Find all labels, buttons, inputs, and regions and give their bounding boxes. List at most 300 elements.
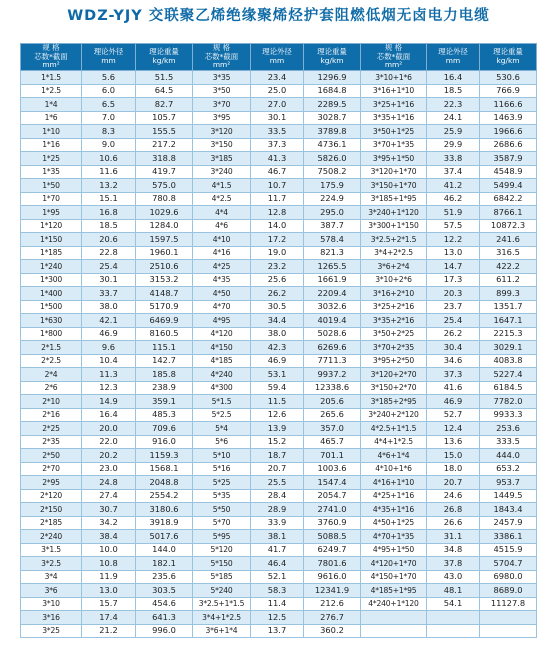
outer-diameter-cell: 20.0 <box>82 422 136 436</box>
outer-diameter-cell: 37.4 <box>427 165 480 179</box>
spec-cell: 2*10 <box>21 395 82 409</box>
table-row <box>21 273 537 287</box>
weight-cell: 64.5 <box>136 84 193 98</box>
weight-cell: 6269.6 <box>304 341 361 355</box>
outer-diameter-cell: 28.9 <box>251 503 304 517</box>
spec-cell: 4*120+1*70 <box>361 557 427 571</box>
table-row <box>21 489 537 503</box>
spec-cell: 3*6+1*4 <box>193 624 251 638</box>
table-row <box>21 111 537 125</box>
table-row <box>21 71 537 85</box>
outer-diameter-cell: 16.4 <box>82 408 136 422</box>
spec-cell: 3*35+2*16 <box>361 314 427 328</box>
weight-cell: 105.7 <box>136 111 193 125</box>
weight-cell: 205.6 <box>304 395 361 409</box>
weight-cell: 82.7 <box>136 98 193 112</box>
outer-diameter-cell: 14.7 <box>427 260 480 274</box>
table-row <box>21 597 537 611</box>
spec-cell: 3*150+2*70 <box>361 381 427 395</box>
weight-cell: 1960.1 <box>136 246 193 260</box>
weight-cell: 224.9 <box>304 192 361 206</box>
spec-cell: 3*95 <box>193 111 251 125</box>
weight-cell: 359.1 <box>136 395 193 409</box>
weight-cell: 1463.9 <box>480 111 537 125</box>
spec-cell: 3*70 <box>193 98 251 112</box>
weight-cell: 1029.6 <box>136 206 193 220</box>
table-row <box>21 543 537 557</box>
weight-cell: 1966.6 <box>480 125 537 139</box>
weight-cell: 2215.3 <box>480 327 537 341</box>
weight-cell: 5088.5 <box>304 530 361 544</box>
table-row <box>21 179 537 193</box>
spec-cell: 3*10 <box>21 597 82 611</box>
weight-cell: 11127.8 <box>480 597 537 611</box>
spec-cell: 5*4 <box>193 422 251 436</box>
spec-cell: 2*6 <box>21 381 82 395</box>
outer-diameter-cell: 13.7 <box>251 624 304 638</box>
table-row <box>21 233 537 247</box>
weight-cell: 1449.5 <box>480 489 537 503</box>
outer-diameter-cell: 46.9 <box>427 395 480 409</box>
spec-cell: 1*1.5 <box>21 71 82 85</box>
weight-cell: 6842.2 <box>480 192 537 206</box>
outer-diameter-cell: 5.6 <box>82 71 136 85</box>
spec-cell: 3*120+1*70 <box>361 165 427 179</box>
weight-cell: 51.5 <box>136 71 193 85</box>
outer-diameter-cell: 24.1 <box>427 111 480 125</box>
weight-cell: 155.5 <box>136 125 193 139</box>
outer-diameter-cell: 30.1 <box>251 111 304 125</box>
spec-cell: 1*240 <box>21 260 82 274</box>
outer-diameter-cell: 38.4 <box>82 530 136 544</box>
table-row <box>21 584 537 598</box>
outer-diameter-cell: 17.2 <box>251 233 304 247</box>
spec-cell: 4*150+1*70 <box>361 570 427 584</box>
spec-cell: 3*2.5+1*1.5 <box>193 597 251 611</box>
weight-cell: 9616.0 <box>304 570 361 584</box>
table-row <box>21 516 537 530</box>
weight-cell: 1351.7 <box>480 300 537 314</box>
column-header <box>427 44 480 71</box>
spec-cell: 4*95+1*50 <box>361 543 427 557</box>
outer-diameter-cell: 25.6 <box>251 273 304 287</box>
weight-cell: 5826.0 <box>304 152 361 166</box>
outer-diameter-cell: 16.4 <box>427 71 480 85</box>
spec-cell: 3*16+1*10 <box>361 84 427 98</box>
outer-diameter-cell: 54.1 <box>427 597 480 611</box>
column-header <box>480 44 537 71</box>
outer-diameter-cell: 34.8 <box>427 543 480 557</box>
outer-diameter-cell: 34.6 <box>427 354 480 368</box>
column-header-text: 规 格 <box>212 43 231 53</box>
outer-diameter-cell: 46.4 <box>251 557 304 571</box>
outer-diameter-cell: 38.0 <box>82 300 136 314</box>
outer-diameter-cell: 15.2 <box>251 435 304 449</box>
outer-diameter-cell: 41.2 <box>427 179 480 193</box>
outer-diameter-cell: 11.6 <box>82 165 136 179</box>
outer-diameter-cell: 6.5 <box>82 98 136 112</box>
weight-cell: 821.3 <box>304 246 361 260</box>
weight-cell: 578.4 <box>304 233 361 247</box>
weight-cell: 653.2 <box>480 462 537 476</box>
outer-diameter-cell: 22.3 <box>427 98 480 112</box>
outer-diameter-cell: 57.5 <box>427 219 480 233</box>
spec-cell: 4*1.5 <box>193 179 251 193</box>
outer-diameter-cell: 13.6 <box>427 435 480 449</box>
column-header-text: 理论重量 <box>149 47 179 57</box>
outer-diameter-cell: 26.2 <box>427 327 480 341</box>
outer-diameter-cell: 18.5 <box>82 219 136 233</box>
weight-cell: 641.3 <box>136 611 193 625</box>
weight-cell: 3918.9 <box>136 516 193 530</box>
column-header <box>21 44 82 71</box>
column-header-text: 理论外径 <box>93 47 124 57</box>
column-header-text: 理论重量 <box>493 47 523 57</box>
spec-cell: 2*150 <box>21 503 82 517</box>
weight-cell: 1166.6 <box>480 98 537 112</box>
spec-cell: 4*4 <box>193 206 251 220</box>
table-row <box>21 300 537 314</box>
spec-cell: 5*185 <box>193 570 251 584</box>
outer-diameter-cell: 41.6 <box>427 381 480 395</box>
spec-cell: 4*25+1*16 <box>361 489 427 503</box>
spec-cell: 1*400 <box>21 287 82 301</box>
weight-cell: 303.5 <box>136 584 193 598</box>
spec-cell <box>361 624 427 638</box>
spec-cell: 3*25+2*16 <box>361 300 427 314</box>
weight-cell: 1284.0 <box>136 219 193 233</box>
outer-diameter-cell: 12.3 <box>82 381 136 395</box>
weight-cell: 295.0 <box>304 206 361 220</box>
spec-cell: 2*120 <box>21 489 82 503</box>
outer-diameter-cell: 14.9 <box>82 395 136 409</box>
table-row <box>21 570 537 584</box>
outer-diameter-cell: 11.3 <box>82 368 136 382</box>
outer-diameter-cell: 11.5 <box>251 395 304 409</box>
weight-cell: 2209.4 <box>304 287 361 301</box>
outer-diameter-cell: 53.1 <box>251 368 304 382</box>
column-header <box>82 44 136 71</box>
outer-diameter-cell: 30.7 <box>82 503 136 517</box>
weight-cell: 12338.6 <box>304 381 361 395</box>
spec-cell: 4*35 <box>193 273 251 287</box>
spec-cell: 3*95+2*50 <box>361 354 427 368</box>
outer-diameter-cell: 25.5 <box>251 476 304 490</box>
outer-diameter-cell: 10.4 <box>82 354 136 368</box>
weight-cell: 182.1 <box>136 557 193 571</box>
weight-cell: 3789.8 <box>304 125 361 139</box>
outer-diameter-cell: 23.2 <box>251 260 304 274</box>
outer-diameter-cell: 52.7 <box>427 408 480 422</box>
weight-cell: 1003.6 <box>304 462 361 476</box>
table-row <box>21 530 537 544</box>
outer-diameter-cell: 12.2 <box>427 233 480 247</box>
spec-cell: 3*2.5 <box>21 557 82 571</box>
weight-cell: 2686.6 <box>480 138 537 152</box>
spec-cell: 1*6 <box>21 111 82 125</box>
weight-cell: 709.6 <box>136 422 193 436</box>
column-header-text: mm² <box>212 60 231 70</box>
weight-cell: 1661.9 <box>304 273 361 287</box>
outer-diameter-cell: 12.4 <box>427 422 480 436</box>
outer-diameter-cell: 30.1 <box>82 273 136 287</box>
table-body <box>21 71 537 638</box>
spec-cell <box>361 611 427 625</box>
spec-cell: 1*800 <box>21 327 82 341</box>
column-header <box>361 44 427 71</box>
weight-cell: 115.1 <box>136 341 193 355</box>
table-header-row <box>21 44 537 71</box>
spec-cell: 3*120 <box>193 125 251 139</box>
outer-diameter-cell: 22.0 <box>82 435 136 449</box>
weight-cell: 1684.8 <box>304 84 361 98</box>
spec-cell: 3*4+2*2.5 <box>361 246 427 260</box>
weight-cell: 953.7 <box>480 476 537 490</box>
outer-diameter-cell: 15.1 <box>82 192 136 206</box>
weight-cell: 9937.2 <box>304 368 361 382</box>
spec-cell: 5*35 <box>193 489 251 503</box>
weight-cell: 454.6 <box>136 597 193 611</box>
outer-diameter-cell: 27.4 <box>82 489 136 503</box>
table-row <box>21 98 537 112</box>
outer-diameter-cell: 58.3 <box>251 584 304 598</box>
column-header <box>193 44 251 71</box>
outer-diameter-cell: 18.0 <box>427 462 480 476</box>
outer-diameter-cell: 59.4 <box>251 381 304 395</box>
spec-cell: 3*240+2*120 <box>361 408 427 422</box>
spec-cell: 3*240 <box>193 165 251 179</box>
spec-cell: 3*16 <box>21 611 82 625</box>
spec-cell: 5*10 <box>193 449 251 463</box>
outer-diameter-cell: 33.8 <box>427 152 480 166</box>
spec-cell: 3*16+2*10 <box>361 287 427 301</box>
outer-diameter-cell: 17.4 <box>82 611 136 625</box>
outer-diameter-cell: 25.9 <box>427 125 480 139</box>
table-row <box>21 395 537 409</box>
outer-diameter-cell <box>427 611 480 625</box>
weight-cell: 142.7 <box>136 354 193 368</box>
weight-cell: 2289.5 <box>304 98 361 112</box>
table-row <box>21 314 537 328</box>
weight-cell: 4515.9 <box>480 543 537 557</box>
outer-diameter-cell: 20.2 <box>82 449 136 463</box>
spec-cell: 3*300+1*150 <box>361 219 427 233</box>
weight-cell: 1265.5 <box>304 260 361 274</box>
weight-cell: 422.2 <box>480 260 537 274</box>
column-header <box>136 44 193 71</box>
spec-cell: 3*70+2*35 <box>361 341 427 355</box>
outer-diameter-cell: 18.7 <box>251 449 304 463</box>
table-row <box>21 435 537 449</box>
spec-cell: 4*35+1*16 <box>361 503 427 517</box>
table-row <box>21 152 537 166</box>
spec-cell: 4*50+1*25 <box>361 516 427 530</box>
table-row <box>21 422 537 436</box>
weight-cell: 3028.7 <box>304 111 361 125</box>
spec-cell: 4*150 <box>193 341 251 355</box>
weight-cell: 1547.4 <box>304 476 361 490</box>
spec-cell: 2*4 <box>21 368 82 382</box>
weight-cell: 2054.7 <box>304 489 361 503</box>
outer-diameter-cell <box>427 624 480 638</box>
outer-diameter-cell: 10.6 <box>82 152 136 166</box>
outer-diameter-cell: 26.8 <box>427 503 480 517</box>
outer-diameter-cell: 6.0 <box>82 84 136 98</box>
column-header-text: mm² <box>384 60 403 70</box>
weight-cell: 766.9 <box>480 84 537 98</box>
spec-cell: 2*35 <box>21 435 82 449</box>
weight-cell: 2048.8 <box>136 476 193 490</box>
outer-diameter-cell: 21.2 <box>82 624 136 638</box>
spec-cell: 3*10+2*6 <box>361 273 427 287</box>
outer-diameter-cell: 31.1 <box>427 530 480 544</box>
outer-diameter-cell: 27.0 <box>251 98 304 112</box>
outer-diameter-cell: 20.6 <box>82 233 136 247</box>
outer-diameter-cell: 46.9 <box>82 327 136 341</box>
weight-cell: 12341.9 <box>304 584 361 598</box>
outer-diameter-cell: 25.4 <box>82 260 136 274</box>
outer-diameter-cell: 19.0 <box>251 246 304 260</box>
weight-cell: 780.8 <box>136 192 193 206</box>
spec-cell: 5*240 <box>193 584 251 598</box>
spec-cell: 3*150+1*70 <box>361 179 427 193</box>
outer-diameter-cell: 11.9 <box>82 570 136 584</box>
spec-cell: 3*50+1*25 <box>361 125 427 139</box>
outer-diameter-cell: 14.0 <box>251 219 304 233</box>
spec-cell: 3*6 <box>21 584 82 598</box>
spec-cell: 3*35 <box>193 71 251 85</box>
weight-cell: 7801.6 <box>304 557 361 571</box>
column-header-text: 理论重量 <box>317 47 347 57</box>
spec-cell: 4*70 <box>193 300 251 314</box>
spec-cell: 1*500 <box>21 300 82 314</box>
spec-cell: 2*25 <box>21 422 82 436</box>
weight-cell: 1568.1 <box>136 462 193 476</box>
weight-cell: 3180.6 <box>136 503 193 517</box>
spec-cell: 3*1.5 <box>21 543 82 557</box>
weight-cell: 4736.1 <box>304 138 361 152</box>
outer-diameter-cell: 33.7 <box>82 287 136 301</box>
table-row <box>21 219 537 233</box>
weight-cell: 238.9 <box>136 381 193 395</box>
spec-cell: 3*240+1*120 <box>361 206 427 220</box>
outer-diameter-cell: 8.3 <box>82 125 136 139</box>
spec-cell: 5*120 <box>193 543 251 557</box>
weight-cell: 10872.3 <box>480 219 537 233</box>
outer-diameter-cell: 30.4 <box>427 341 480 355</box>
spec-cell: 4*185+1*95 <box>361 584 427 598</box>
spec-cell: 1*10 <box>21 125 82 139</box>
weight-cell: 241.6 <box>480 233 537 247</box>
spec-cell: 5*70 <box>193 516 251 530</box>
weight-cell: 5499.4 <box>480 179 537 193</box>
spec-cell: 5*16 <box>193 462 251 476</box>
spec-cell: 4*4+1*2.5 <box>361 435 427 449</box>
spec-cell: 1*630 <box>21 314 82 328</box>
weight-cell: 444.0 <box>480 449 537 463</box>
spec-cell: 1*70 <box>21 192 82 206</box>
outer-diameter-cell: 13.0 <box>427 246 480 260</box>
spec-cell: 4*10+1*6 <box>361 462 427 476</box>
spec-cell: 5*25 <box>193 476 251 490</box>
spec-cell: 5*150 <box>193 557 251 571</box>
weight-cell: 6980.0 <box>480 570 537 584</box>
spec-cell: 2*70 <box>21 462 82 476</box>
spec-cell: 4*120 <box>193 327 251 341</box>
spec-cell: 3*25+1*16 <box>361 98 427 112</box>
weight-cell: 185.8 <box>136 368 193 382</box>
outer-diameter-cell: 18.5 <box>427 84 480 98</box>
outer-diameter-cell: 46.9 <box>251 354 304 368</box>
weight-cell: 1159.3 <box>136 449 193 463</box>
weight-cell: 4148.7 <box>136 287 193 301</box>
spec-cell: 1*300 <box>21 273 82 287</box>
spec-cell: 4*240 <box>193 368 251 382</box>
spec-cell: 2*1.5 <box>21 341 82 355</box>
spec-cell: 2*95 <box>21 476 82 490</box>
weight-cell: 5170.9 <box>136 300 193 314</box>
table-row <box>21 476 537 490</box>
weight-cell: 899.3 <box>480 287 537 301</box>
outer-diameter-cell: 7.0 <box>82 111 136 125</box>
outer-diameter-cell: 26.6 <box>427 516 480 530</box>
outer-diameter-cell: 12.5 <box>251 611 304 625</box>
column-header-text: 理论外径 <box>438 47 468 57</box>
spec-cell: 2*185 <box>21 516 82 530</box>
weight-cell: 3760.9 <box>304 516 361 530</box>
spec-cell: 3*185+2*95 <box>361 395 427 409</box>
weight-cell: 1296.9 <box>304 71 361 85</box>
outer-diameter-cell: 13.0 <box>82 584 136 598</box>
weight-cell: 217.2 <box>136 138 193 152</box>
table-row <box>21 462 537 476</box>
weight-cell: 465.7 <box>304 435 361 449</box>
spec-cell: 4*10 <box>193 233 251 247</box>
table-row <box>21 557 537 571</box>
spec-cell: 3*50+2*25 <box>361 327 427 341</box>
spec-cell: 1*16 <box>21 138 82 152</box>
weight-cell: 276.7 <box>304 611 361 625</box>
spec-table <box>20 43 537 638</box>
spec-cell: 3*185+1*95 <box>361 192 427 206</box>
spec-cell: 3*4 <box>21 570 82 584</box>
outer-diameter-cell: 43.0 <box>427 570 480 584</box>
outer-diameter-cell: 9.6 <box>82 341 136 355</box>
weight-cell: 318.8 <box>136 152 193 166</box>
outer-diameter-cell: 37.3 <box>251 138 304 152</box>
spec-cell: 4*16 <box>193 246 251 260</box>
outer-diameter-cell: 29.9 <box>427 138 480 152</box>
spec-cell: 3*185 <box>193 152 251 166</box>
column-header-text: 芯数*截面 <box>34 51 68 61</box>
outer-diameter-cell: 16.8 <box>82 206 136 220</box>
column-header-text: 芯数*截面 <box>376 51 411 61</box>
weight-cell: 6184.5 <box>480 381 537 395</box>
column-header-text: mm <box>445 56 461 65</box>
weight-cell: 8160.5 <box>136 327 193 341</box>
column-header-text: mm <box>269 56 285 65</box>
spec-cell: 2*16 <box>21 408 82 422</box>
spec-cell: 5*95 <box>193 530 251 544</box>
spec-cell: 4*6+1*4 <box>361 449 427 463</box>
weight-cell: 575.0 <box>136 179 193 193</box>
spec-cell: 5*1.5 <box>193 395 251 409</box>
weight-cell: 253.6 <box>480 422 537 436</box>
weight-cell: 6249.7 <box>304 543 361 557</box>
table-row <box>21 368 537 382</box>
outer-diameter-cell: 25.4 <box>427 314 480 328</box>
outer-diameter-cell: 10.8 <box>82 557 136 571</box>
